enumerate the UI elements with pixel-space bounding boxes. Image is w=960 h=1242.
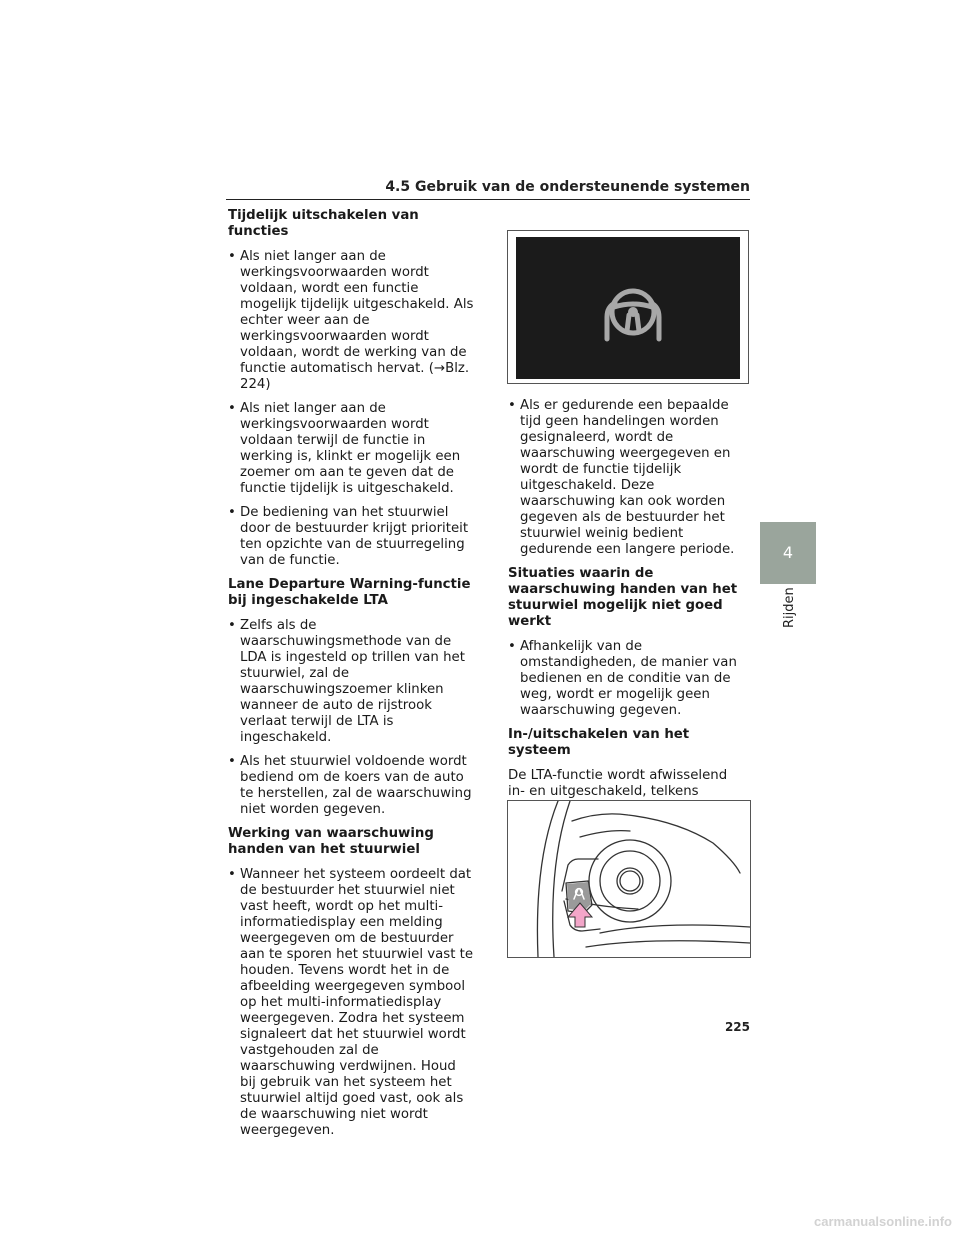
bullet-icon: • <box>228 618 236 633</box>
steering-wheel-switch-drawing <box>508 801 750 957</box>
list-item: • Afhankelijk van de omstandigheden, de manier van bedienen en de conditie van de weg, wordt er mogelijk geen waarschuwing gegeven. <box>508 639 737 718</box>
heading-hands-off-warning: Werking van waarschuwing handen van het stuurwiel <box>228 826 434 857</box>
bullet-icon: • <box>508 639 516 654</box>
list-item: • Wanneer het systeem oordeelt dat de bestuurder het stuurwiel niet vast heeft, wordt op het multi-informatiedisplay een melding weergegeven om de bestuurder aan te sporen het stuurwiel vast te houden. Tevens wordt het in de afbeelding weergegeven symbool op het multi-informatiedisplay weergegeven. Zodra het systeem signaleert dat het stuurwiel wordt vastgehouden zal de waarschuwing verdwijnen. Houd bij gebruik van het systeem het stuurwiel altijd goed vast, ook als de waarschuwing niet wordt weergegeven. <box>228 867 474 1138</box>
list-item: • Als niet langer aan de werkingsvoorwaarden wordt voldaan terwijl de functie in werking is, klinkt er mogelijk een zoemer om aan te geven dat de functie tijdelijk is uitgeschakeld. <box>228 401 461 496</box>
hands-on-wheel-icon <box>593 281 673 343</box>
list-item: • Als er gedurende een bepaalde tijd geen handelingen worden gesignaleerd, wordt de waarschuwing weergegeven en wordt de functie tijdelijk uitgeschakeld. Deze waarschuwing kan ook worden gegeven als de bestuurder het stuurwiel weinig bedient gedurende een langere periode. <box>508 398 735 557</box>
bullet-icon: • <box>228 867 236 882</box>
steering-wheel-illustration <box>507 800 751 958</box>
list-item: • Als het stuurwiel voldoende wordt bediend om de koers van de auto te herstellen, zal de waarschuwing niet worden gegeven. <box>228 754 472 817</box>
left-column <box>228 208 474 1147</box>
bullet-icon: • <box>228 249 236 264</box>
bullet-icon: • <box>228 754 236 769</box>
page-number: 225 <box>724 1020 750 1034</box>
multi-information-display <box>516 237 740 379</box>
paragraph: De LTA-functie wordt afwisselend in- en uitgeschakeld, telkens <box>508 768 728 799</box>
chapter-tab-label: Rijden <box>782 587 797 628</box>
chapter-tab: 4 <box>760 522 816 584</box>
bullet-icon: • <box>228 401 236 416</box>
heading-system-toggle: In-/uitschakelen van het systeem <box>508 727 690 758</box>
section-header: 4.5 Gebruik van de ondersteunende systemen <box>226 179 750 200</box>
heading-temporary-disable: Tijdelijk uitschakelen van functies <box>228 208 419 239</box>
list-item: • Als niet langer aan de werkingsvoorwaarden wordt voldaan, wordt een functie mogelijk tijdelijk uitgeschakeld. Als echter weer aan de werkingsvoorwaarden wordt voldaan, wordt de werking van de functie automatisch hervat. (→Blz. 224) <box>228 249 474 392</box>
bullet-icon: • <box>508 398 516 413</box>
watermark: carmanualsonline.info <box>814 1214 952 1229</box>
list-item: • De bediening van het stuurwiel door de bestuurder krijgt prioriteit ten opzichte van de stuurregeling van de functie. <box>228 505 469 568</box>
bullet-icon: • <box>228 505 236 520</box>
heading-lane-departure: Lane Departure Warning-functie bij ingeschakelde LTA <box>228 577 471 608</box>
display-illustration <box>507 230 749 384</box>
heading-warning-limitations: Situaties waarin de waarschuwing handen van het stuurwiel mogelijk niet goed werkt <box>508 566 738 629</box>
list-item: • Zelfs als de waarschuwingsmethode van de LDA is ingesteld op trillen van het stuurwiel, zal de waarschuwingszoemer klinken wanneer de auto de rijstrook verlaat terwijl de LTA is ingeschakeld. <box>228 618 465 745</box>
